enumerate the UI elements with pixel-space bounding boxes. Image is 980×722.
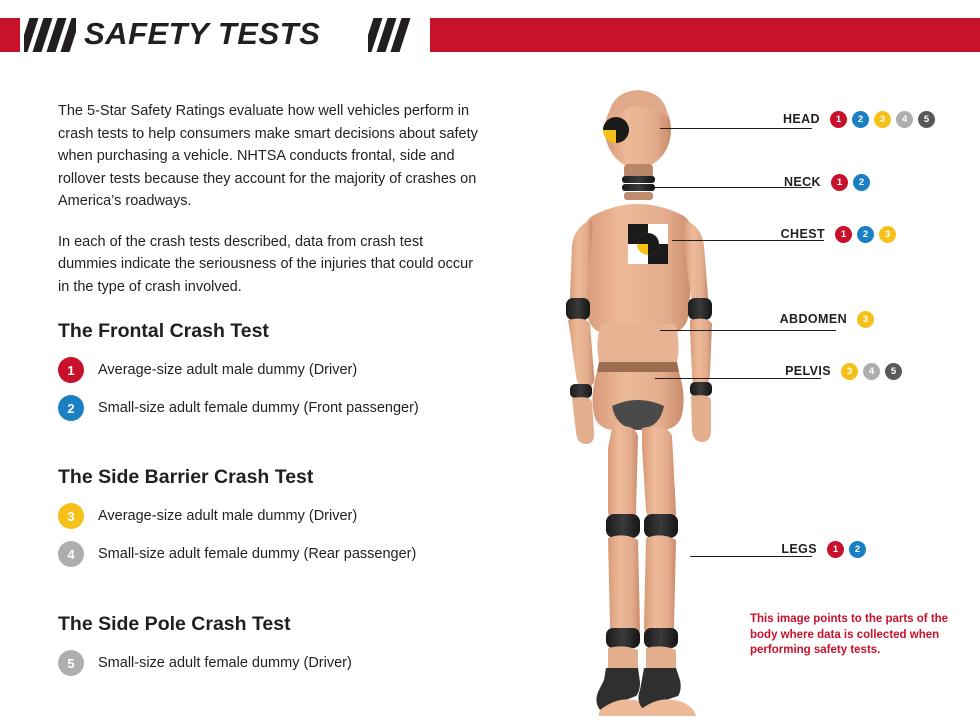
dot-1: 1 [830, 111, 847, 128]
section-side-barrier-crash-test [58, 466, 528, 579]
legend-badge-4: 4 [58, 541, 84, 567]
page-header [0, 0, 980, 68]
dot-2: 2 [852, 111, 869, 128]
legend-badge-2: 2 [58, 395, 84, 421]
dot-5: 5 [918, 111, 935, 128]
callout-dots [841, 363, 902, 380]
header-slashes-right [368, 18, 426, 52]
dot-4: 4 [896, 111, 913, 128]
dot-3: 3 [841, 363, 858, 380]
dot-3: 3 [874, 111, 891, 128]
callout-label: NECK [783, 175, 821, 189]
callout-dots [830, 111, 935, 128]
intro-text [58, 100, 478, 316]
list-item [58, 650, 528, 676]
dot-2: 2 [857, 226, 874, 243]
callout-label: PELVIS [785, 364, 831, 378]
page-title: SAFETY TESTS [84, 16, 321, 51]
section-title: The Frontal Crash Test [58, 320, 269, 342]
section-title: The Side Barrier Crash Test [58, 466, 314, 488]
callout-legs [700, 540, 866, 558]
callout-abdomen [700, 310, 874, 328]
callout-dots [857, 311, 874, 328]
callout-label: LEGS [781, 542, 817, 556]
callout-dots [827, 541, 866, 558]
header-accent-bar-right [430, 18, 980, 52]
legend-badge-5: 5 [58, 650, 84, 676]
dot-1: 1 [835, 226, 852, 243]
callout-label: CHEST [780, 227, 825, 241]
dot-2: 2 [853, 174, 870, 191]
section-title: The Side Pole Crash Test [58, 613, 291, 635]
header-slashes-left [24, 18, 76, 52]
list-item [58, 541, 528, 567]
callout-pelvis [700, 362, 902, 380]
dot-3: 3 [879, 226, 896, 243]
dot-2: 2 [849, 541, 866, 558]
callout-head [700, 110, 935, 128]
callout-chest [700, 225, 896, 243]
intro-paragraph-2: In each of the crash tests described, data from crash test dummies indicate the seriousness of the injuries that could occur in the type of crash involved. [58, 233, 474, 295]
header-accent-bar-left [0, 18, 20, 52]
callout-label: HEAD [782, 112, 820, 126]
callout-neck [700, 173, 870, 191]
callout-dots [831, 174, 870, 191]
dot-1: 1 [827, 541, 844, 558]
list-item [58, 357, 528, 383]
legend-label: Small-size adult female dummy (Front passenger) [98, 400, 419, 416]
dot-5: 5 [885, 363, 902, 380]
legend-badge-3: 3 [58, 503, 84, 529]
figure-note: This image points to the parts of the body where data is collected when performing safety tests. [750, 613, 949, 656]
legend-label: Average-size adult male dummy (Driver) [98, 362, 358, 378]
list-item [58, 503, 528, 529]
section-frontal-crash-test [58, 320, 528, 433]
leader-line-abdomen [660, 330, 836, 331]
dot-3: 3 [857, 311, 874, 328]
legend-label: Small-size adult female dummy (Driver) [98, 655, 352, 671]
dot-4: 4 [863, 363, 880, 380]
legend-label: Average-size adult male dummy (Driver) [98, 508, 358, 524]
dot-1: 1 [831, 174, 848, 191]
leader-line-head [660, 128, 812, 129]
callout-dots [835, 226, 896, 243]
section-side-pole-crash-test [58, 613, 528, 688]
callout-label: ABDOMEN [779, 312, 847, 326]
list-item [58, 395, 528, 421]
legend-label: Small-size adult female dummy (Rear passenger) [98, 546, 417, 562]
legend-badge-1: 1 [58, 357, 84, 383]
intro-paragraph-1: The 5-Star Safety Ratings evaluate how well vehicles perform in crash tests to help consumers make smart decisions about safety when purchasing a vehicle. NHTSA conducts frontal, side and rollover tests because they account for the majority of crashes on America’s roadways. [58, 103, 478, 209]
